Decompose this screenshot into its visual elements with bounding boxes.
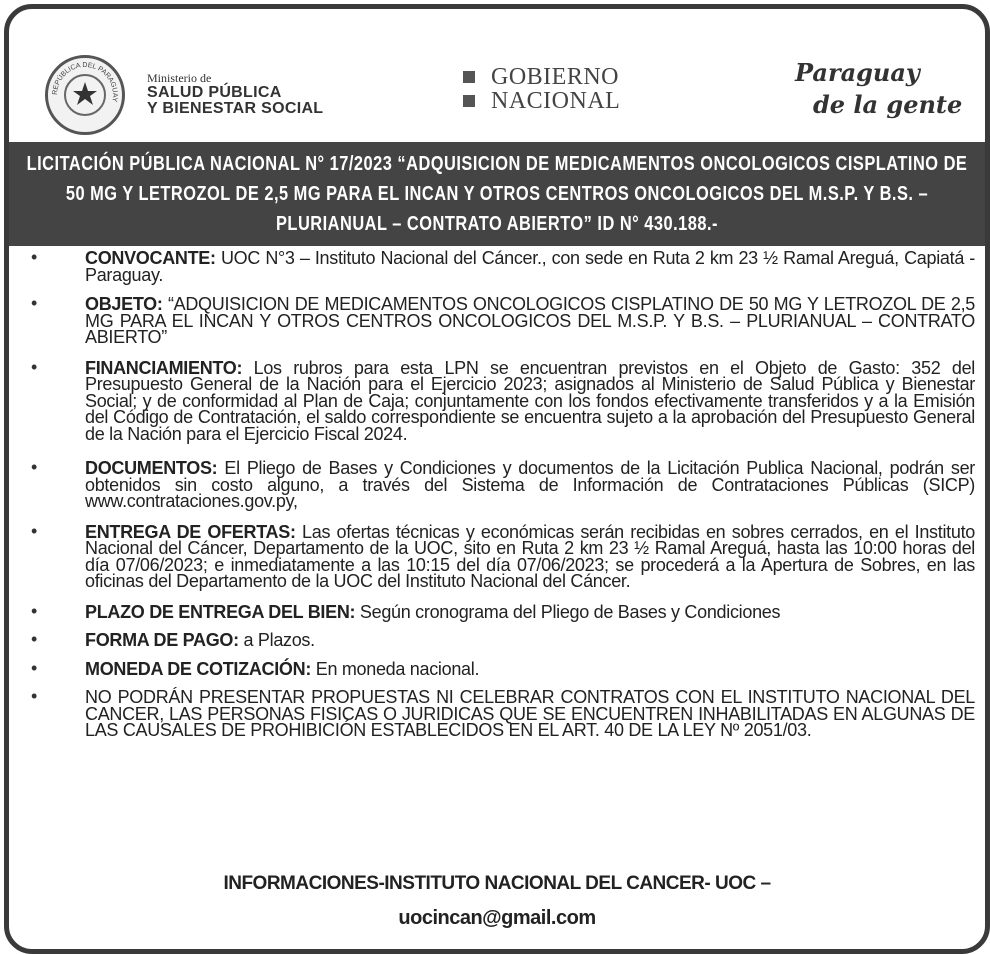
bullet-icon: • [31,247,38,267]
item-text: “ADQUISICION DE MEDICAMENTOS ONCOLOGICOS CISPLATINO DE 50 MG Y LETROZOL DE 2,5 MG PARA EL INCAN Y OTROS CENTROS ONCOLOGICOS DEL M.S.P. Y B.S. – PLURIANUAL – CONTRATO ABIERTO” [85,294,975,347]
item-label: ENTREGA DE OFERTAS: [85,521,296,542]
notice-item [25,293,975,347]
bullet-icon: • [31,686,38,706]
bullet-icon: • [31,457,38,477]
ministry-line2: Y BIENESTAR SOCIAL [147,100,324,118]
gobierno-line2: NACIONAL [491,88,621,114]
notice-body [25,247,975,753]
bullet-icon: • [31,600,38,621]
banner-title: LICITACIÓN PÚBLICA NACIONAL N° 17/2023 “ADQUISICION DE MEDICAMENTOS ONCOLOGICOS CISPLATINO DE 50 MG Y LETROZOL DE 2,5 MG PARA EL INCAN Y OTROS CENTROS ONCOLOGICOS DEL M.S.P. Y B.S. – PLURIANUAL – CONTRATO ABIERTO” ID N° 430.188.- [26,153,968,235]
item-text: Según cronograma del Pliego de Bases y Condiciones [355,601,781,622]
notice-frame [4,4,990,954]
tagline-line1: Paraguay [795,58,920,87]
notice-item [25,657,975,679]
square-icon [463,95,475,107]
gobierno-line1: GOBIERNO [491,64,619,90]
footer-email: uocincan@gmail.com [398,907,596,929]
header [9,9,985,144]
item-text: El Pliego de Bases y Condiciones y documentos de la Licitación Publica Nacional, podrán ser obtenidos sin costo alguno, a través del Sistema de Información de Contrataciones Públicas (SICP) www.contrataciones.gov.py, [85,458,975,511]
item-label: FINANCIAMIENTO: [85,357,243,378]
item-text: En moneda nacional. [311,658,480,679]
notice-item [25,247,975,285]
notice-item [25,686,975,740]
bullet-icon: • [31,356,38,377]
item-label: PLAZO DE ENTREGA DEL BIEN: [85,601,356,622]
title-banner [9,142,985,246]
footer-info: INFORMACIONES-INSTITUTO NACIONAL DEL CANCER- UOC – [223,873,771,894]
notice-item [25,520,975,591]
item-label: DOCUMENTOS: [85,458,218,478]
ministry-line1: SALUD PÚBLICA [147,83,282,101]
item-text: a Plazos. [238,630,315,650]
bullet-icon: • [31,657,38,678]
bullet-icon: • [31,629,38,649]
notice-item [25,356,975,444]
gobierno-nacional-logo [463,65,620,113]
item-text: Las ofertas técnicas y económicas serán recibidas en sobres cerrados, en el Instituto Nacional del Cáncer, Departamento de la UOC, sito en Ruta 2 km 23 ½ Ramal Areguá, hasta las 10:00 horas del día 07/06/2023; e inmediatamente a las 10:15 del día 07/06/2023; se procederá a la Apertura de Sobres, en las oficinas del Departamento de la UOC del Instituto Nacional del Cáncer. [85,521,975,591]
tagline-line2: de la gente [813,90,963,119]
ministry-small: Ministerio de [147,70,212,85]
item-label: MONEDA DE COTIZACIÓN: [85,658,312,679]
svg-text:REPÚBLICA DEL PARAGUAY: REPÚBLICA DEL PARAGUAY [51,61,119,103]
item-label: CONVOCANTE: [85,248,216,268]
notice-item [25,629,975,650]
item-text: Los rubros para esta LPN se encuentran previstos en el Objeto de Gasto: 352 del Presupuesto General de la Nación para el Ejercicio 2023; asignados al Ministerio de Salud Pública y Bienestar Social; y de conformidad al Plan de Caja; conjuntamente con los fondos efectivamente transferidos y a la Emisión del Código de Contratación, el saldo correspondiente se encuentra sujeto a la aprobación del Presupuesto General de la Nación para el Ejercicio Fiscal 2024. [85,357,975,444]
item-text: UOC N°3 – Instituto Nacional del Cáncer., con sede en Ruta 2 km 23 ½ Ramal Areguá, Capiatá - Paraguay. [85,248,975,285]
bullet-icon: • [31,520,38,541]
national-seal-icon [45,55,125,135]
item-text: NO PODRÁN PRESENTAR PROPUESTAS NI CELEBRAR CONTRATOS CON EL INSTITUTO NACIONAL DEL CANCER, LAS PERSONAS FISICAS O JURIDICAS QUE SE ENCUENTREN INHABILITADAS EN ALGUNAS DE LAS CAUSALES DE PROHIBICIÓN ESTABLECIDOS EN EL ART. 40 DE LA LEY Nº 2051/03. [85,687,975,740]
ministry-name [147,72,323,118]
notice-item [25,457,975,511]
item-label: FORMA DE PAGO: [85,630,239,650]
paraguay-tagline-logo [795,57,962,121]
item-label: OBJETO: [85,294,163,314]
square-icon [463,71,475,83]
notice-item [25,600,975,622]
bullet-icon: • [31,293,38,313]
ministry-logo [45,55,323,135]
